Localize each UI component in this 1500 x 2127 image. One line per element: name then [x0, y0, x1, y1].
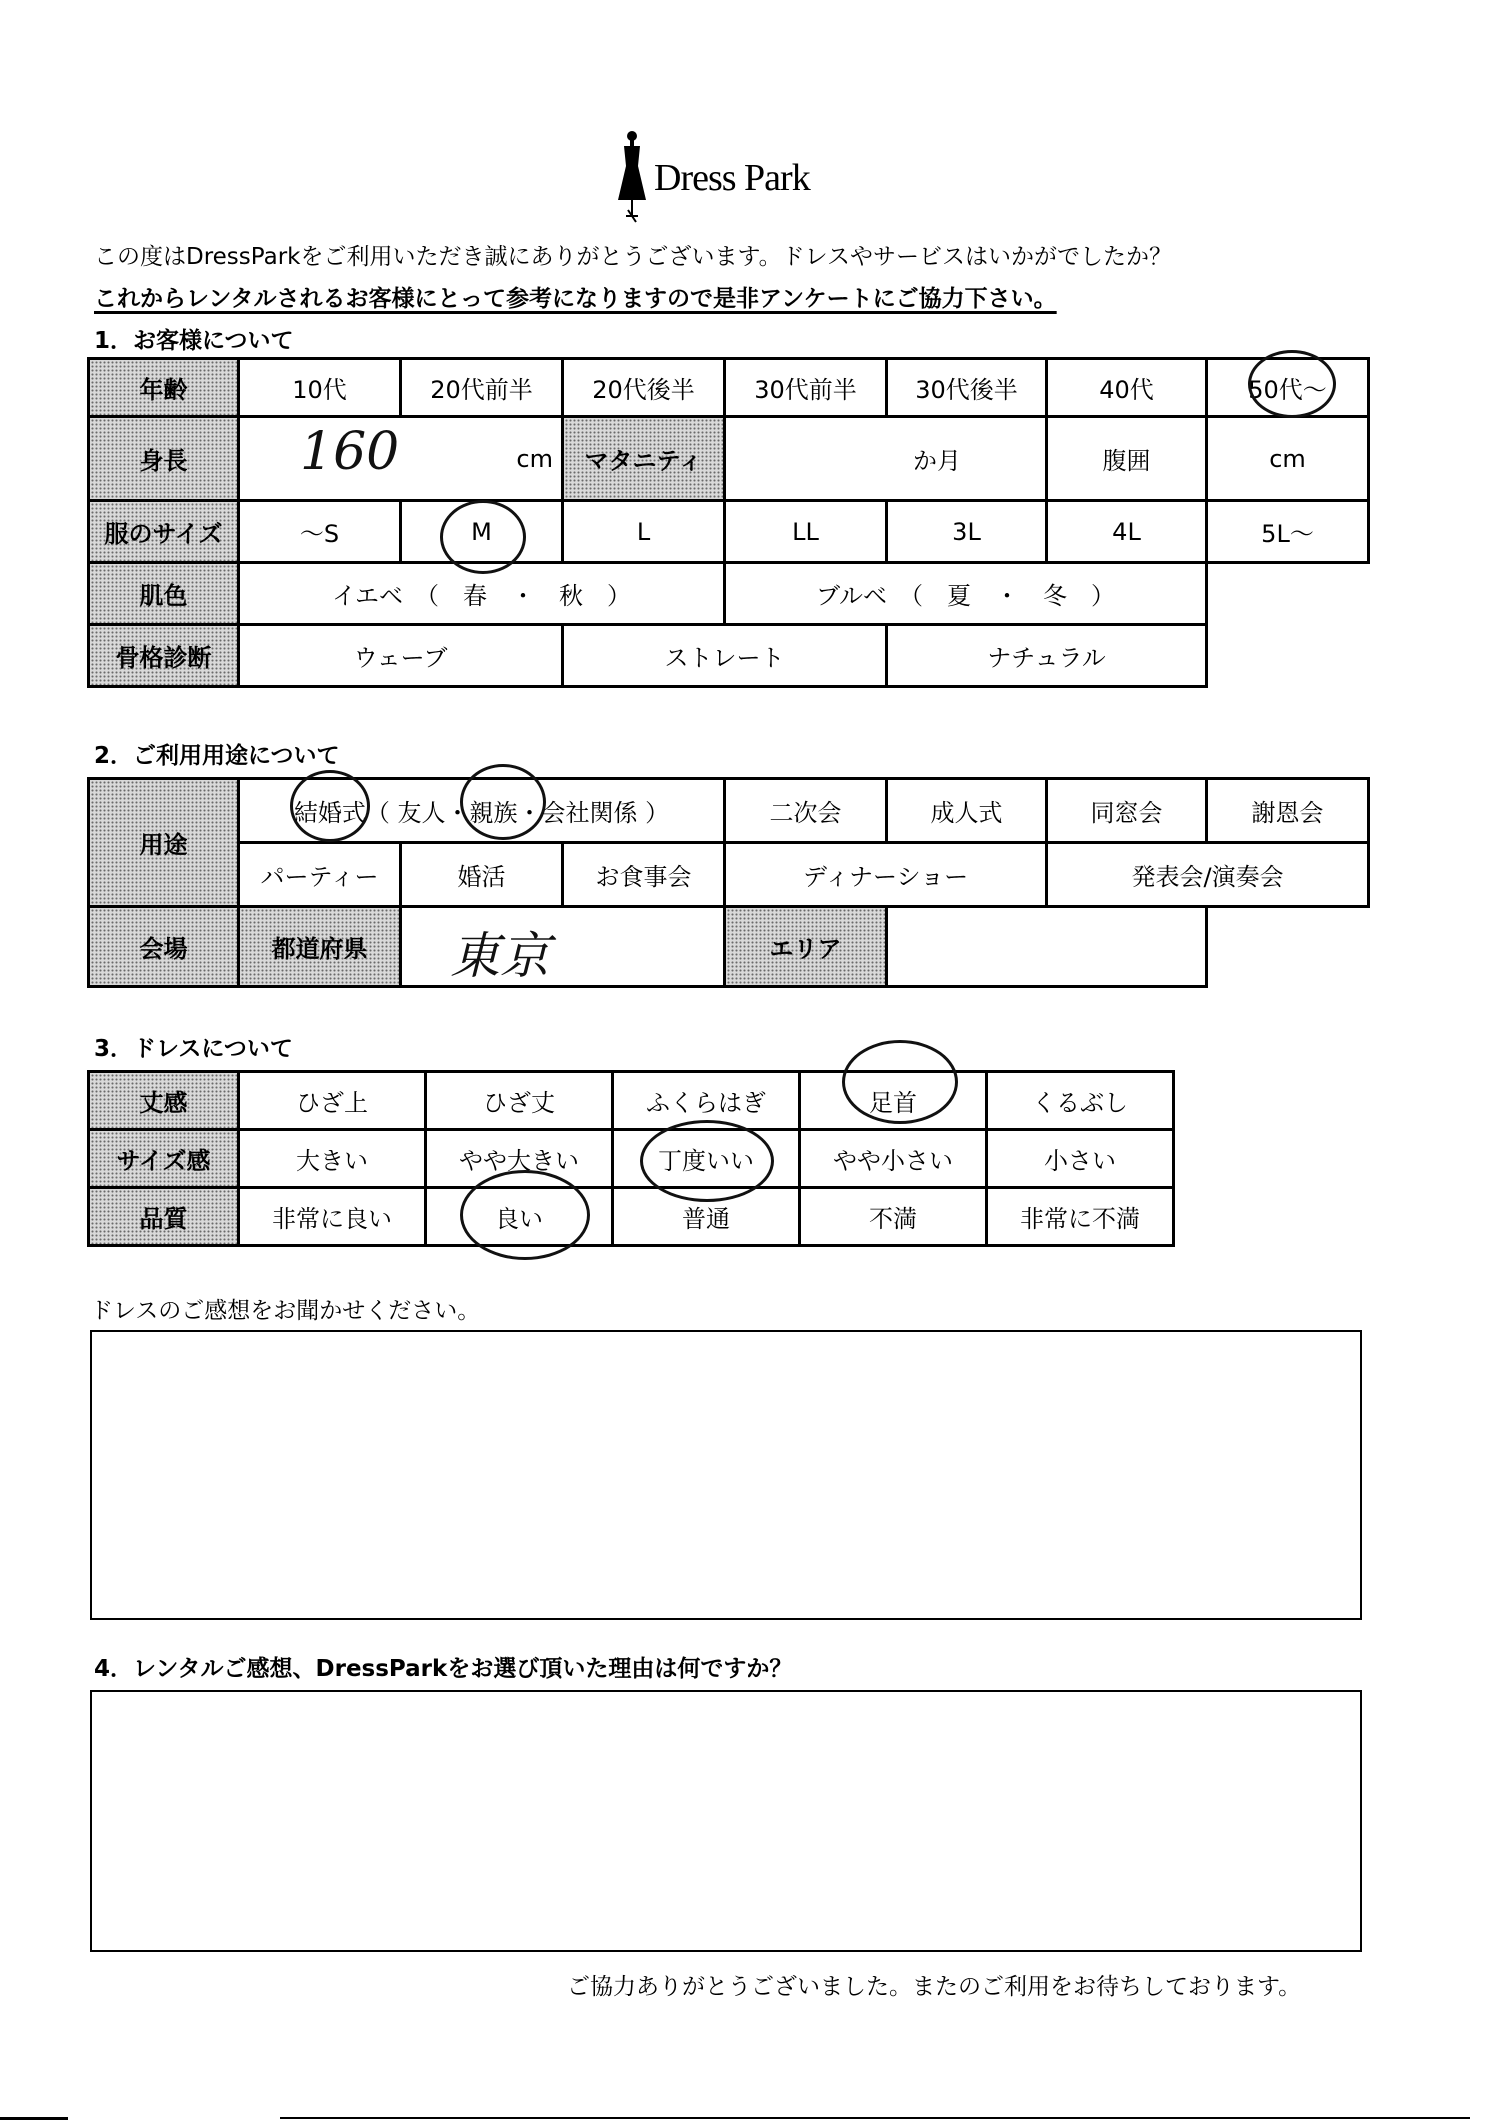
length-label: 丈感: [89, 1072, 239, 1130]
purpose-option[interactable]: パーティー: [239, 843, 401, 907]
quality-label: 品質: [89, 1188, 239, 1246]
purpose-wedding-option[interactable]: 結婚式（ 友人・親族・会社関係 ）: [239, 779, 725, 843]
age-option[interactable]: 20代前半: [401, 359, 563, 417]
closing-message: ご協力ありがとうございました。またのご利用をお待ちしております。: [567, 1974, 1302, 2000]
age-label: 年齢: [89, 359, 239, 417]
size-option[interactable]: LL: [725, 501, 887, 563]
length-option-selected[interactable]: 足首: [800, 1072, 987, 1130]
purpose-option[interactable]: 二次会: [725, 779, 887, 843]
length-selection-mark: [842, 1040, 958, 1124]
age-option[interactable]: 30代前半: [725, 359, 887, 417]
wedding-selection-mark: [290, 770, 370, 842]
purpose-option[interactable]: 謝恩会: [1207, 779, 1369, 843]
usage-table: [87, 777, 1370, 988]
empty-cell: [1207, 625, 1369, 687]
length-option[interactable]: ふくらはぎ: [613, 1072, 800, 1130]
frame-label: 骨格診断: [89, 625, 239, 687]
age-option-selected[interactable]: 50代～: [1207, 359, 1369, 417]
quality-option-selected[interactable]: 良い: [426, 1188, 613, 1246]
age-option[interactable]: 30代後半: [887, 359, 1047, 417]
fit-option[interactable]: やや小さい: [800, 1130, 987, 1188]
size-option[interactable]: 5L～: [1207, 501, 1369, 563]
relative-selection-mark: [460, 764, 546, 840]
fit-label: サイズ感: [89, 1130, 239, 1188]
size-option[interactable]: ～S: [239, 501, 401, 563]
length-option[interactable]: ひざ上: [239, 1072, 426, 1130]
scan-edge-line: [0, 2117, 68, 2120]
height-unit: cm: [516, 444, 553, 473]
size-option[interactable]: 3L: [887, 501, 1047, 563]
frame-option[interactable]: ナチュラル: [887, 625, 1207, 687]
quality-option[interactable]: 非常に良い: [239, 1188, 426, 1246]
logo-wordmark: Dress Park: [654, 157, 810, 199]
intro-request: これからレンタルされるお客様にとって参考になりますので是非アンケートにご協力下さい。: [94, 286, 1057, 312]
empty-cell: [1207, 563, 1369, 625]
empty-cell: [1207, 907, 1369, 987]
waist-unit: cm: [1269, 444, 1306, 473]
dress-comment-box[interactable]: [90, 1330, 1362, 1620]
height-value: 160: [300, 422, 400, 482]
quality-selection-mark: [460, 1170, 590, 1260]
fit-option-selected[interactable]: 丁度いい: [613, 1130, 800, 1188]
height-field[interactable]: [239, 417, 563, 501]
waist-field[interactable]: [1207, 417, 1369, 501]
age-selection-mark: [1248, 350, 1336, 418]
comment-prompt: ドレスのご感想をお聞かせください。: [90, 1298, 481, 1324]
purpose-option[interactable]: ディナーショー: [725, 843, 1047, 907]
purpose-option[interactable]: 同窓会: [1047, 779, 1207, 843]
scan-edge-line: [280, 2117, 1470, 2119]
dress-table: [87, 1070, 1175, 1247]
fit-selection-mark: [640, 1120, 774, 1202]
purpose-option[interactable]: 発表会/演奏会: [1047, 843, 1369, 907]
height-label: 身長: [89, 417, 239, 501]
skin-label: 肌色: [89, 563, 239, 625]
reason-answer-box[interactable]: [90, 1690, 1362, 1952]
size-option[interactable]: 4L: [1047, 501, 1207, 563]
frame-option[interactable]: ストレート: [563, 625, 887, 687]
maternity-month-unit: か月: [913, 447, 961, 475]
prefecture-label: 都道府県: [239, 907, 401, 987]
section3-title: 3．ドレスについて: [94, 1036, 293, 1062]
area-label: エリア: [725, 907, 887, 987]
size-selection-mark: [440, 500, 526, 574]
fit-option[interactable]: 小さい: [987, 1130, 1174, 1188]
fit-option[interactable]: 大きい: [239, 1130, 426, 1188]
frame-option[interactable]: ウェーブ: [239, 625, 563, 687]
size-option-selected[interactable]: M: [401, 501, 563, 563]
age-option[interactable]: 20代後半: [563, 359, 725, 417]
length-option[interactable]: くるぶし: [987, 1072, 1174, 1130]
size-option[interactable]: L: [563, 501, 725, 563]
skin-blue-option[interactable]: ブルベ （ 夏 ・ 冬 ）: [725, 563, 1207, 625]
dresspark-logo: [612, 128, 852, 228]
quality-option[interactable]: 不満: [800, 1188, 987, 1246]
section2-title: 2．ご利用用途について: [94, 743, 340, 769]
section4-title: 4．レンタルご感想、DressParkをお選び頂いた理由は何ですか？: [94, 1656, 793, 1682]
intro-text: この度はDressParkをご利用いただき誠にありがとうございます。ドレスやサービスはいかがでしたか？: [94, 244, 1172, 270]
purpose-option[interactable]: お食事会: [563, 843, 725, 907]
dress-icon: [612, 128, 652, 228]
section1-title: 1．お客様について: [94, 328, 294, 354]
purpose-option[interactable]: 婚活: [401, 843, 563, 907]
venue-label: 会場: [89, 907, 239, 987]
length-option[interactable]: ひざ丈: [426, 1072, 613, 1130]
fit-option[interactable]: やや大きい: [426, 1130, 613, 1188]
waist-label: 腹囲: [1047, 417, 1207, 501]
prefecture-value: 東京: [450, 927, 550, 985]
age-option[interactable]: 40代: [1047, 359, 1207, 417]
quality-option[interactable]: 普通: [613, 1188, 800, 1246]
size-label: 服のサイズ: [89, 501, 239, 563]
maternity-label: マタニティ: [563, 417, 725, 501]
prefecture-field[interactable]: [401, 907, 725, 987]
purpose-option[interactable]: 成人式: [887, 779, 1047, 843]
quality-option[interactable]: 非常に不満: [987, 1188, 1174, 1246]
purpose-label: 用途: [89, 779, 239, 907]
customer-table: [87, 357, 1370, 688]
area-field[interactable]: [887, 907, 1207, 987]
maternity-month-field[interactable]: [725, 417, 1047, 501]
age-option[interactable]: 10代: [239, 359, 401, 417]
skin-yellow-option[interactable]: イエベ （ 春 ・ 秋 ）: [239, 563, 725, 625]
